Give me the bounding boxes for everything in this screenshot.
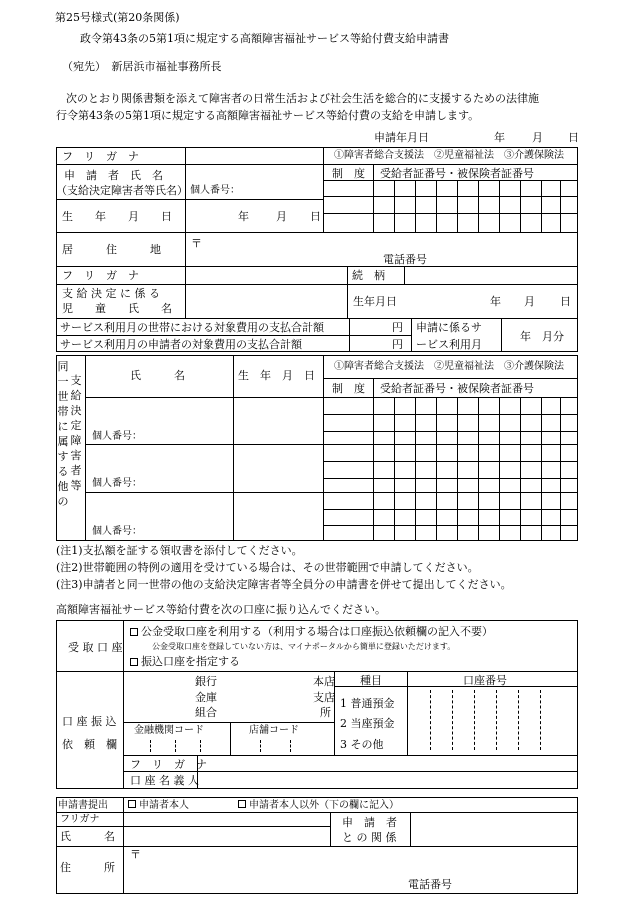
submitter-address-label: 住 所 [60, 861, 115, 874]
child-birth-year: 年 [490, 295, 501, 308]
applicant-my-number-label: 個人番号： [190, 185, 240, 196]
household-my-number-2: 個人番号： [92, 478, 142, 489]
relation-label-line1: 申 請 者 [342, 816, 397, 829]
household-law-options: ①障害者総合支援法 ②児童福祉法 ③介護保険法 [334, 361, 564, 372]
applicant-total-label: サービス利用月の申請者の対象費用の支払合計額 [60, 338, 302, 351]
furigana-label: フ リ ガ ナ [62, 150, 139, 163]
transfer-account-option: 振込口座を指定する [141, 655, 240, 668]
relation-label: 続 柄 [352, 269, 385, 282]
receive-account-label: 受 取 口 座 [68, 641, 123, 654]
office-label: 所 [320, 706, 331, 719]
law-options: ①障害者総合支援法 ②児童福祉法 ③介護保険法 [334, 150, 564, 161]
child-birth-day: 日 [560, 295, 571, 308]
phone-label: 電話番号 [383, 253, 427, 266]
submitter-other-label: 申請者本人以外（下の欄に記入） [249, 800, 399, 811]
relation-label-line2: と の 関 係 [342, 831, 397, 844]
coop-label-2: 組合 [195, 706, 217, 719]
submitter-furigana-label: フリガナ [60, 814, 100, 825]
applicant-name-label: 申 請 者 氏 名 [64, 169, 163, 182]
account-type-2: 2 当座預金 [340, 717, 395, 730]
certificate-number-label: 受給者証番号・被保険者証番号 [380, 167, 534, 180]
head-office-label: 本店 [313, 675, 335, 688]
household-my-number-3: 個人番号： [92, 526, 142, 537]
date-year-label: 年 [494, 131, 505, 144]
household-cert-number-label: 受給者証番号・被保険者証番号 [380, 382, 534, 395]
system-label: 制 度 [332, 167, 365, 180]
service-month-label-line1: 申請に係るサ [416, 321, 482, 334]
yen-label-1: 円 [392, 321, 403, 334]
household-name-col: 氏 名 [130, 369, 185, 382]
service-month-label-line2: ービス利用月 [416, 338, 482, 351]
submitter-phone-label: 電話番号 [408, 878, 452, 891]
household-side-label-1: 同一世帯に属する他の [57, 360, 69, 508]
child-name-label-line2: 児 童 氏 名 [62, 302, 172, 315]
application-date-label: 申請年月日 [374, 131, 429, 144]
account-type-1: 1 普通預金 [340, 697, 395, 710]
account-number-header: 口座番号 [463, 674, 507, 687]
coop-label-1: 金庫 [195, 691, 217, 704]
page-title: 政令第43条の5第1項に規定する高額障害福祉サービス等給付費支給申請書 [80, 32, 449, 45]
holder-furigana-label: フ リ ガ ナ [130, 758, 207, 771]
child-birth-month: 月 [524, 295, 535, 308]
household-my-number-1: 個人番号： [92, 431, 142, 442]
submitter-self-label: 申請者本人 [139, 800, 189, 811]
child-name-label-line1: 支 給 決 定 に 係 る [62, 287, 160, 300]
transfer-account-checkbox[interactable] [130, 658, 138, 666]
service-year-month: 年 月分 [520, 330, 564, 343]
submitter-other-checkbox[interactable] [238, 800, 246, 808]
form-number: 第25号様式(第20条関係) [55, 11, 180, 24]
birth-month: 月 [276, 210, 287, 223]
account-type-3: 3 その他 [340, 738, 384, 751]
child-birth-label: 生年月日 [353, 295, 397, 308]
household-birth-col: 生 年 月 日 [238, 369, 315, 382]
public-account-note: 公金受取口座を登録していない方は、マイナポータルから簡単に登録いただけます。 [152, 642, 456, 651]
applicant-name-sublabel: （支給決定障害者等氏名） [56, 184, 188, 197]
branch-code-label: 店舗コード [249, 725, 299, 736]
submitter-name-label: 氏 名 [60, 830, 115, 843]
yen-label-2: 円 [392, 338, 403, 351]
birth-date-label: 生 年 月 日 [62, 210, 172, 223]
child-furigana-label: フ リ ガ ナ [62, 269, 139, 282]
addressee: （宛先） 新居浜市福祉事務所長 [62, 60, 222, 73]
birth-day: 日 [310, 210, 321, 223]
transfer-label-line1: 口 座 振 込 [62, 715, 117, 728]
public-account-option: 公金受取口座を利用する（利用する場合は口座振込依頼欄の記入不要） [141, 625, 493, 638]
branch-label: 支店 [313, 691, 335, 704]
submitter-label: 申請書提出 [58, 800, 108, 811]
submitter-self-checkbox[interactable] [128, 800, 136, 808]
bank-label: 銀行 [195, 675, 217, 688]
note-3: (注3)申請者と同一世帯の他の支給決定障害者等全員分の申請書を併せて提出してください。 [56, 578, 512, 591]
account-holder-label: 口 座 名 義 人 [130, 774, 199, 787]
household-total-label: サービス利用月の世帯における対象費用の支払合計額 [60, 321, 324, 334]
submitter-postal-mark: 〒 [130, 848, 141, 861]
date-day-label: 日 [568, 131, 579, 144]
bank-heading: 高額障害福祉サービス等給付費を次の口座に振り込んでください。 [56, 603, 386, 616]
address-label: 居 住 地 [62, 243, 161, 256]
date-month-label: 月 [532, 131, 543, 144]
account-type-header: 種目 [360, 674, 382, 687]
institution-code-label: 金融機関コード [134, 725, 204, 736]
public-account-checkbox[interactable] [130, 628, 138, 636]
birth-year: 年 [238, 210, 249, 223]
intro-text-line1: 次のとおり関係書類を添えて障害者の日常生活および社会生活を総合的に支援するための法律施 [66, 92, 539, 105]
note-2: (注2)世帯範囲の特例の適用を受けている場合は、その世帯範囲で申請してください。 [56, 561, 479, 574]
transfer-label-line2: 依 頼 欄 [62, 738, 117, 751]
note-1: (注1)支払額を証する領収書を添付してください。 [56, 544, 303, 557]
intro-text-line2: 行令第43条の5第1項に規定する高額障害福祉サービス等給付費の支給を申請します。 [56, 109, 480, 122]
household-side-label-2: 支給決定障害者等 [70, 374, 82, 492]
household-system-label: 制 度 [332, 382, 365, 395]
postal-mark: 〒 [191, 237, 202, 250]
